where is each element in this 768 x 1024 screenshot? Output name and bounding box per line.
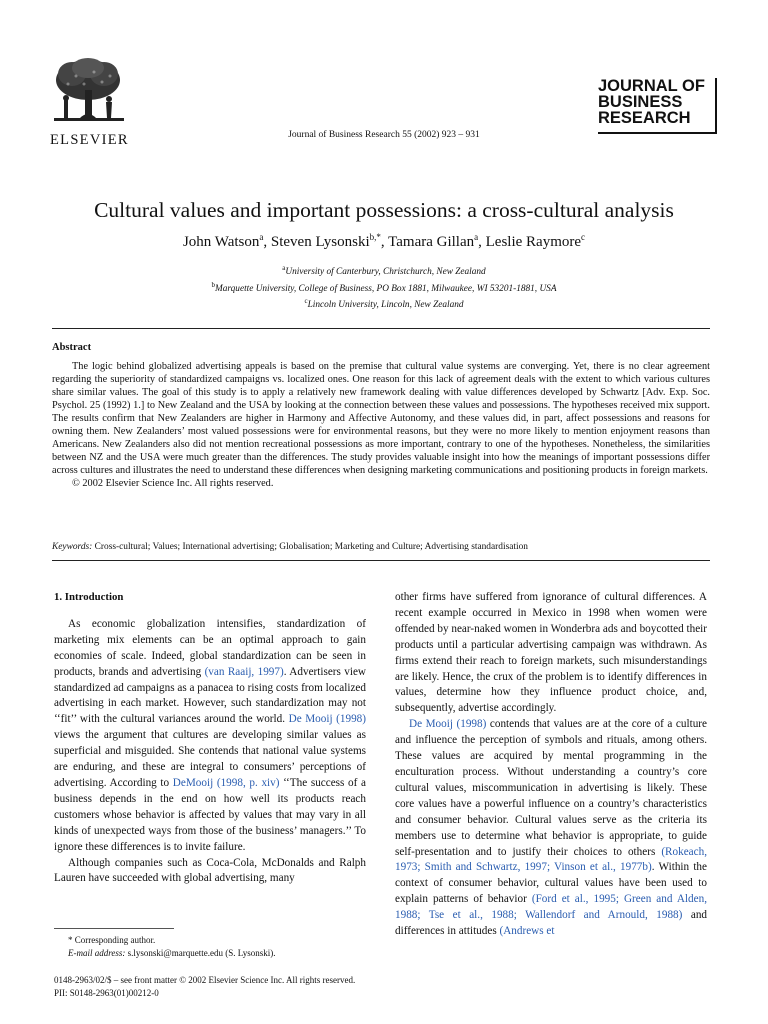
- affil-sup: c: [304, 297, 308, 305]
- pii-line: PII: S0148-2963(01)00212-0: [54, 988, 159, 998]
- footnote-divider: [54, 928, 174, 929]
- text-run: and differences in attitudes: [395, 909, 708, 938]
- affil-sup: b: [211, 280, 215, 289]
- keywords: [52, 542, 710, 552]
- text-run: contends that values are at the core of a culture and influence the perception of symbols and rituals, among others. These values are acquired by mental programming in the enculturation process. Without understanding a country’s core cultural values, miscommunication in advertising is likely. These core values have a powerful influence on a country’s characteristics and consumer behavior. Cultural values serve as the criteria its members use to determine what behavior is appropriate, to guide self-presentation and to justify their choices to others: [395, 718, 707, 858]
- affiliation: Lincoln University, Lincoln, New Zealand: [307, 300, 464, 311]
- footnotes: [54, 934, 275, 960]
- author-list: John Watson$^a$, Steven Lysonski$^{b,*}$, Tamara Gillan$^a$, Leslie Raymore$^c$: [182, 232, 586, 250]
- footnote-corresponding: * Corresponding author.: [68, 935, 156, 945]
- abstract-text: The logic behind globalized advertising appeals is based on the premise that cultural value systems are converging. Yet, there is no clear agreement regarding the superiority of standardized campaigns vs. localized ones. One reason for this lack of agreement deals with the extent to which various cultures share similar values. The goal of this study is to apply a relatively new framework dealing with value differences developed by Schwartz [Adv. Exp. Soc. Psychol. 25 (1992) 1.] to New Zealand and the USA by looking at the connection between these values and possessions. The hypotheses received mix support. The results confirm that New Zealanders are higher in Harmony and Affective Autonomy, and these values did, in part, affect possessions and reasons for owning them. New Zealanders’ most valued possessions were for environmental reasons, but they were no more likely to mention enjoyment reasons than Americans. New Zealanders also did not mention recreational possessions as more important, contrary to one of the hypotheses. Nonetheless, the similarities between NZ and the USA were much greater than the differences. The study provides valuable insight into how the meanings of important possessions differ across cultures and illustrates the need to understand these differences when designing marketing communications and positioning products in foreign markets.: [52, 361, 710, 476]
- abstract: [52, 360, 710, 490]
- body-column-right: [395, 590, 707, 940]
- keywords-label: Keywords:: [52, 542, 93, 552]
- citation-link[interactable]: (Andrews et: [499, 925, 555, 938]
- author-sup: c: [581, 232, 586, 242]
- paragraph: other firms have suffered from ignorance of cultural differences. A recent example occurred in Mexico in 1998 when women were offended by near-naked women in Wonderbra ads and boycotted their products until a particular advertising campaign was withdrawn. As firms extend their reach to foreign markets, such misunderstandings are likely. Hence, the crux of the problem is to identify differences in values, determine how they influence product choice, and, subsequently, advertise accordingly.: [395, 591, 707, 715]
- body-column-left: [54, 590, 366, 887]
- copyright-line: © 2002 Elsevier Science Inc. All rights reserved.: [72, 478, 274, 489]
- citation-link[interactable]: (Rokeach, 1973; Smith and Schwartz, 1997; Vinson et al., 1977b): [395, 845, 707, 874]
- article-title: Cultural values and important possessions: a cross-cultural analysis: [94, 198, 674, 222]
- author-sup: a: [474, 232, 479, 242]
- text-run: . Advertisers view standardized ad campaigns as a panacea to rising costs from localized advertising in each market. However, such standardization may not ‘‘fit’’ with the cultural variances around the world.: [54, 665, 367, 726]
- citation-link[interactable]: (Ford et al., 1995; Green and Alden, 1988; Tse et al., 1988; Wallendorf and Arnould, 1988): [395, 893, 707, 922]
- citation-link[interactable]: De Mooij (1998): [288, 713, 366, 726]
- tree-logo-icon: [50, 56, 128, 126]
- author-sup: b,*: [369, 232, 381, 242]
- text-run: . Within the context of consumer behavior, cultural values have been used to explain patterns of behavior: [395, 861, 707, 906]
- paragraph: [395, 717, 707, 940]
- citation-link[interactable]: De Mooij (1998): [409, 718, 487, 731]
- journal-logo: [598, 78, 717, 134]
- journal-logo-line: JOURNAL OF: [598, 77, 705, 95]
- text-run: views the argument that cultures are developing similar values as superficial and misguided. She contends that national value systems are enduring, and these are integral to consumers’ perceptions of advertising. According to: [54, 729, 366, 789]
- divider: [52, 328, 710, 329]
- text-run: As economic globalization intensifies, standardization of marketing mix elements can be an optimal approach to gain economies of scale. Indeed, global standardization can be seen in products, brands and advertising: [54, 617, 366, 678]
- keywords-text: Cross-cultural; Values; International advertising; Globalisation; Marketing and Culture; Advertising standardisation: [94, 542, 528, 552]
- abstract-heading: Abstract: [52, 342, 92, 353]
- affil-sup: a: [282, 264, 286, 272]
- section-heading: 1. Introduction: [54, 591, 124, 603]
- author-name: Leslie Raymore: [485, 234, 582, 250]
- journal-logo-line: BUSINESS: [598, 93, 683, 111]
- citation-link[interactable]: DeMooij (1998, p. xiv): [172, 776, 280, 789]
- affiliations: [0, 262, 768, 312]
- journal-citation: Journal of Business Research 55 (2002) 923 – 931: [288, 130, 480, 140]
- front-matter-line: 0148-2963/02/$ – see front matter © 2002 Elsevier Science Inc. All rights reserved.: [54, 975, 356, 985]
- paragraph: [54, 617, 366, 856]
- citation-link[interactable]: (van Raaij, 1997): [204, 665, 284, 678]
- footnote-email: s.lysonski@marquette.edu (S. Lysonski).: [125, 948, 276, 958]
- author-sup: a: [259, 232, 264, 242]
- paragraph: Although companies such as Coca-Cola, McDonalds and Ralph Lauren have succeeded with global advertising, many: [54, 856, 366, 885]
- affiliation: University of Canterbury, Christchurch, New Zealand: [285, 267, 486, 278]
- author-name: Steven Lysonski: [270, 234, 370, 250]
- footnote-email-label: E-mail address:: [68, 948, 126, 958]
- affiliation: Marquette University, College of Business, PO Box 1881, Milwaukee, WI 53201-1881, USA: [214, 283, 557, 294]
- author-name: Tamara Gillan: [388, 234, 475, 250]
- journal-logo-line: RESEARCH: [598, 109, 691, 127]
- text-run: ‘‘The success of a business depends in the end on how well its products reach customers whose behavior is affected by values that may vary in all kinds of unexpected ways from those of the business’ managers.’’ To ignore these differences is to invite failure.: [54, 776, 366, 853]
- publisher-name: ELSEVIER: [50, 132, 129, 148]
- divider: [52, 560, 710, 561]
- page-footer: [54, 974, 355, 1000]
- author-name: John Watson: [182, 234, 260, 250]
